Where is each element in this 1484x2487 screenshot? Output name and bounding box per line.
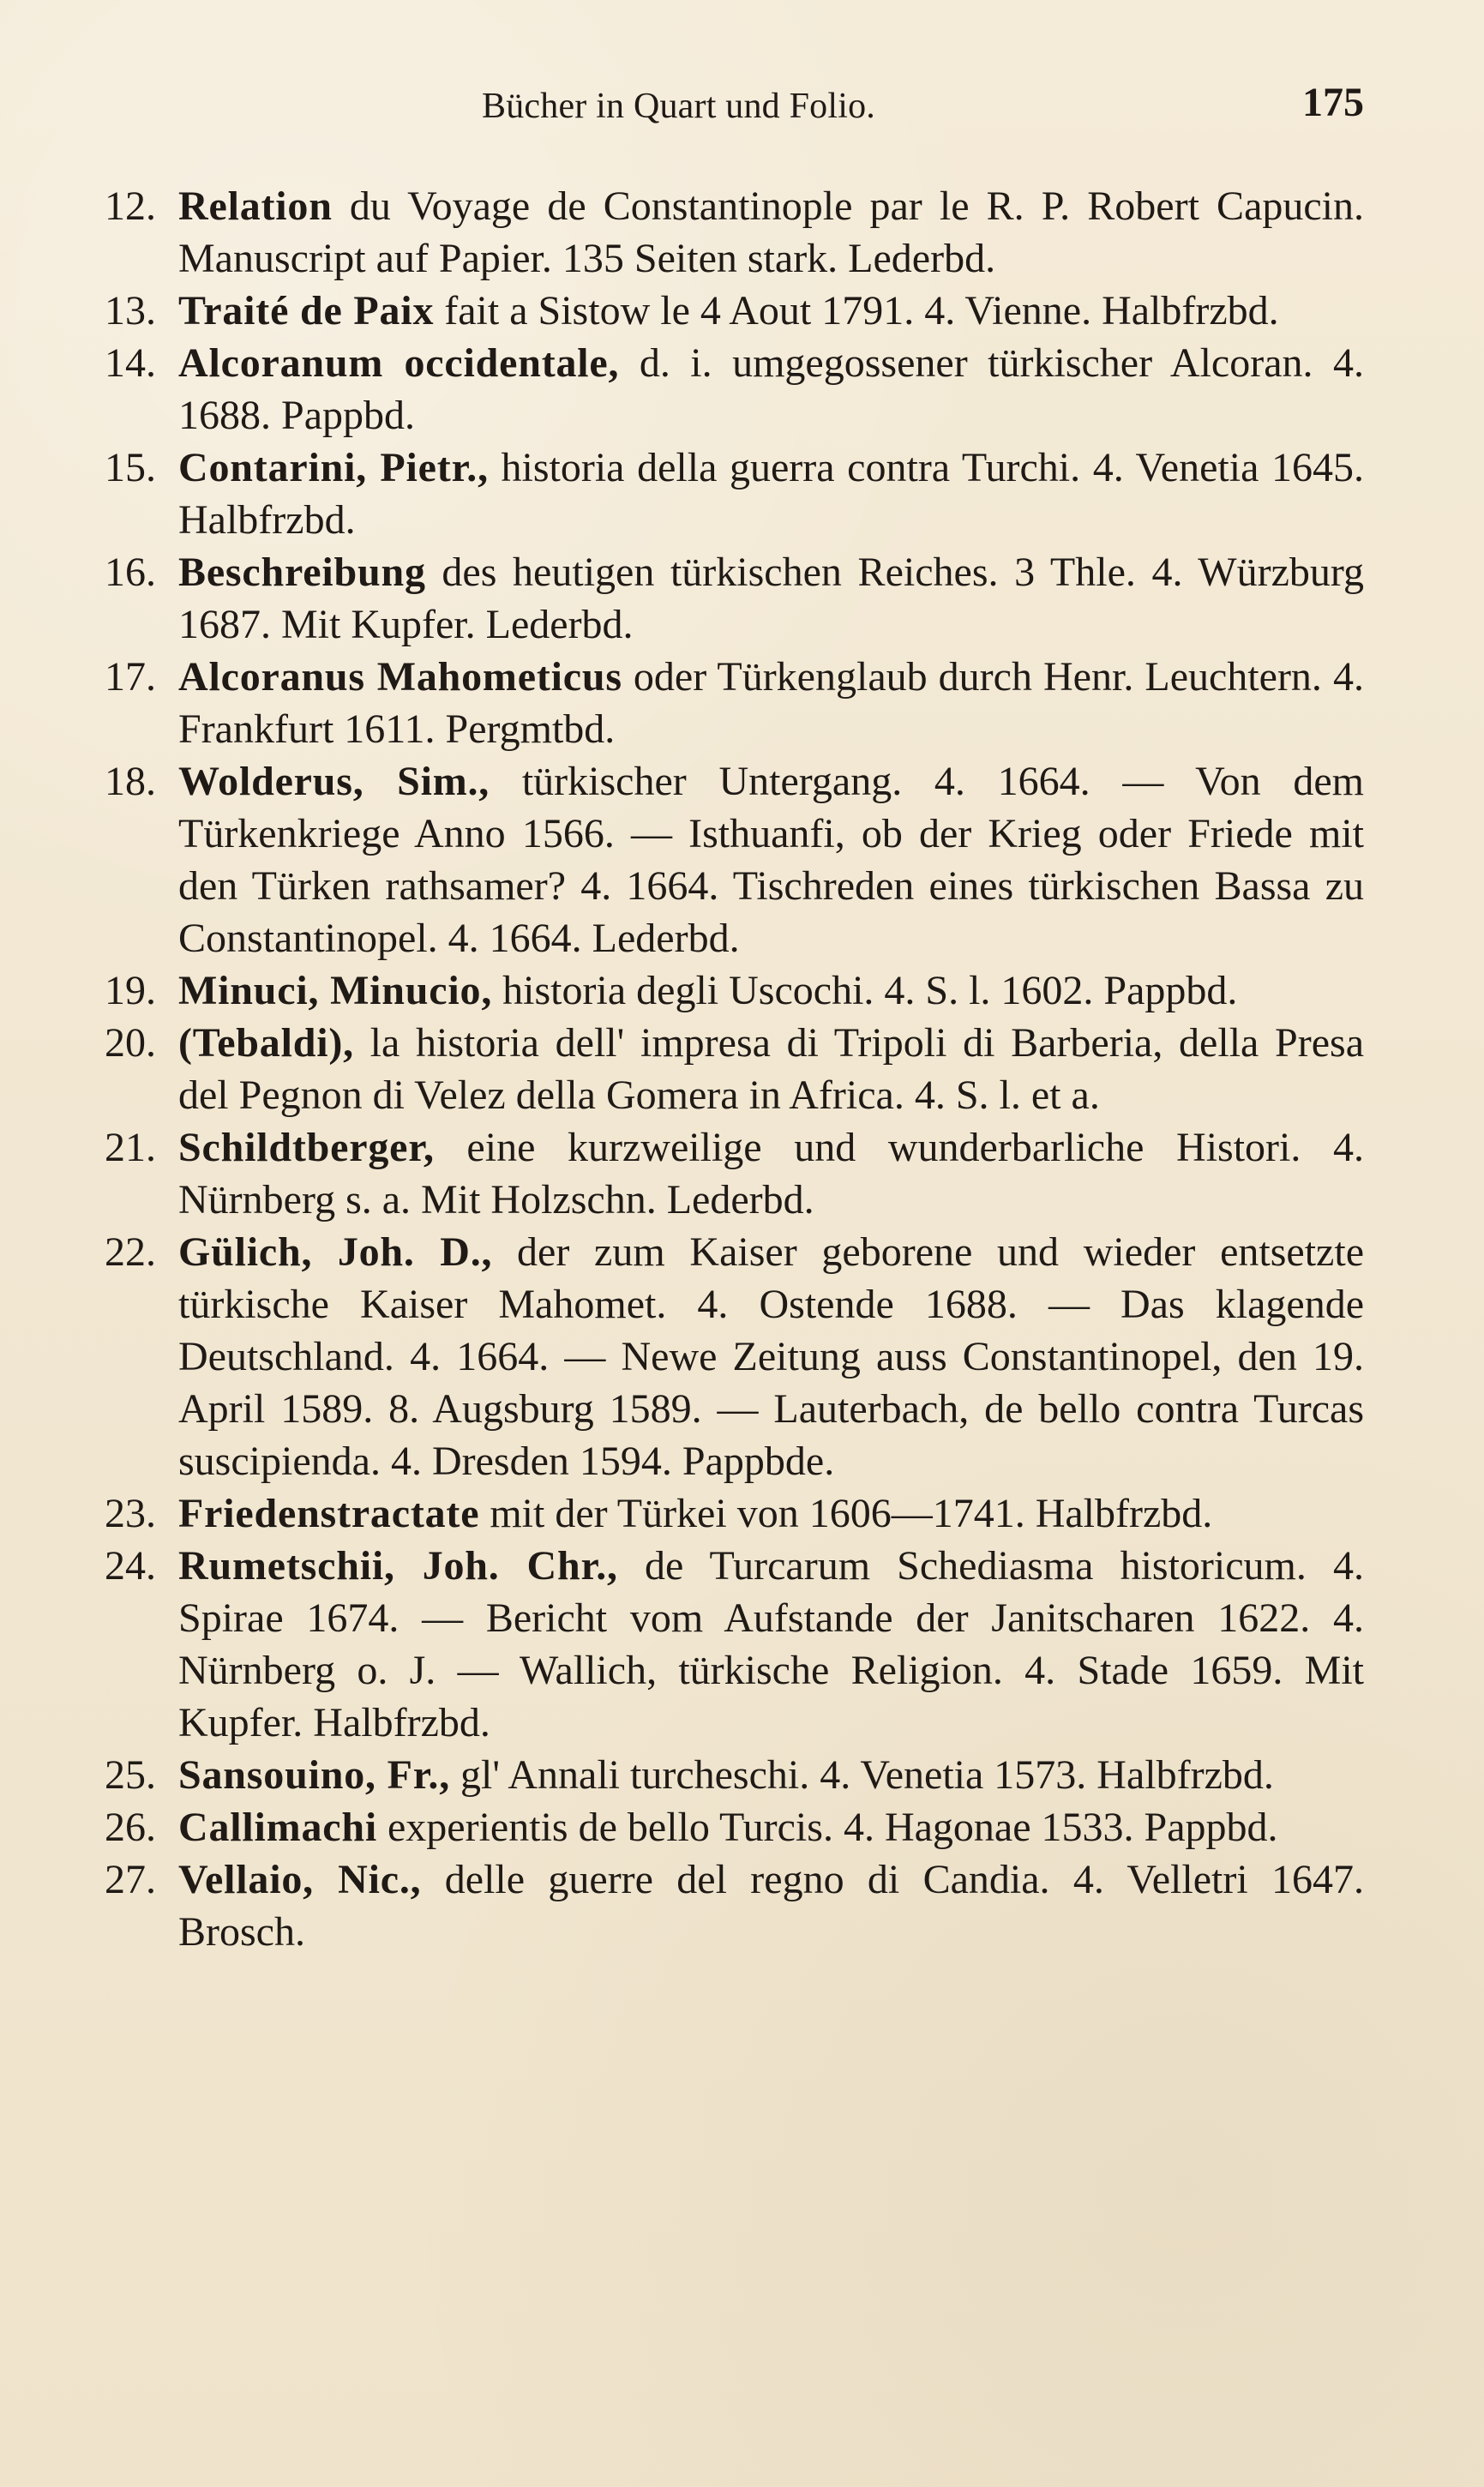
entry-text: der zum Kaiser geborene und wieder entsetzte türkische Kaiser Mahomet. 4. Ostende 1688. — Das klagende Deutschland. 4. 1664. — Newe Zeitung auss Constantinopel, den 19. April 1589. 8. Augsburg 1589. — Lauterbach, de bello contra Turcas suscipienda. 4. Dresden 1594. Pappbde. — [178, 1229, 1364, 1484]
entry-number: 21. — [105, 1125, 156, 1170]
catalog-entry-13 — [82, 285, 1364, 337]
page-number: 175 — [1302, 80, 1364, 125]
entry-heading: Alcoranus Mahometicus — [178, 654, 622, 700]
entry-number: 17. — [105, 654, 156, 700]
entry-heading: Alcoranum occidentale, — [178, 340, 620, 386]
header-title: Bücher in Quart und Folio. — [482, 87, 875, 126]
catalog-entry-26 — [82, 1801, 1364, 1853]
entry-number: 19. — [105, 968, 156, 1013]
entry-number: 15. — [105, 445, 156, 490]
entry-text: du Voyage de Constantinople par le R. P. Robert Capucin. Manuscript auf Papier. 135 Seiten stark. Lederbd. — [178, 183, 1365, 281]
catalog-entry-14 — [82, 337, 1364, 442]
entry-text: mit der Türkei von 1606—1741. Halbfrzbd. — [490, 1491, 1213, 1536]
entry-text: gl' Annali turcheschi. 4. Venetia 1573. Halbfrzbd. — [460, 1752, 1274, 1798]
entry-text: oder Türkenglaub durch Henr. Leuchtern. 4. Frankfurt 1611. Pergmtbd. — [178, 654, 1364, 752]
entry-text: des heutigen türkischen Reiches. 3 Thle. 4. Würzburg 1687. Mit Kupfer. Lederbd. — [178, 550, 1365, 647]
entry-heading: Callimachi — [178, 1805, 377, 1850]
entry-number: 14. — [105, 340, 156, 386]
catalog-entry-21 — [82, 1121, 1364, 1226]
catalog-entry-23 — [82, 1487, 1364, 1540]
entry-number: 16. — [105, 550, 156, 595]
catalog-entry-20 — [82, 1017, 1364, 1121]
entry-text: de Turcarum Schediasma historicum. 4. Spirae 1674. — Bericht vom Aufstande der Janitscharen 1622. 4. Nürnberg o. J. — Wallich, türkische Religion. 4. Stade 1659. Mit Kupfer. Halbfrzbd. — [178, 1543, 1365, 1745]
catalog-entry-12 — [82, 180, 1364, 285]
entry-heading: Wolderus, Sim., — [178, 759, 490, 804]
entry-text: historia della guerra contra Turchi. 4. Venetia 1645. Halbfrzbd. — [178, 445, 1365, 543]
entry-text: delle guerre del regno di Candia. 4. Velletri 1647. Brosch. — [178, 1857, 1365, 1955]
entry-heading: Gülich, Joh. D., — [178, 1229, 493, 1275]
page-header — [82, 79, 1364, 139]
entry-number: 23. — [105, 1491, 156, 1536]
entry-number: 22. — [105, 1229, 156, 1275]
entry-number: 13. — [105, 288, 156, 333]
catalog-entry-22 — [82, 1226, 1364, 1487]
catalog-entry-27 — [82, 1853, 1364, 1958]
entry-number: 27. — [105, 1857, 156, 1902]
catalog-entry-15 — [82, 442, 1364, 546]
entry-heading: Friedenstractate — [178, 1491, 480, 1536]
catalog-entry-25 — [82, 1749, 1364, 1801]
entry-number: 18. — [105, 759, 156, 804]
entry-text: fait a Sistow le 4 Aout 1791. 4. Vienne. Halbfrzbd. — [444, 288, 1279, 333]
entry-text: türkischer Untergang. 4. 1664. — Von dem Türkenkriege Anno 1566. — Isthuanfi, ob der Krieg oder Friede mit den Türken rathsamer? 4. 1664. Tischreden eines türkischen Bassa zu Constantinopel. 4. 1664. Lederbd. — [178, 759, 1365, 961]
entry-heading: (Tebaldi), — [178, 1020, 354, 1066]
entry-text: d. i. umgegossener türkischer Alcoran. 4. 1688. Pappbd. — [178, 340, 1364, 438]
catalog-entry-18 — [82, 755, 1364, 964]
entry-text: la historia dell' impresa di Tripoli di Barberia, della Presa del Pegnon di Velez della Gomera in Africa. 4. S. l. et a. — [178, 1020, 1365, 1118]
entry-heading: Schildtberger, — [178, 1125, 435, 1170]
entry-number: 25. — [105, 1752, 156, 1798]
entry-heading: Rumetschii, Joh. Chr., — [178, 1543, 618, 1589]
catalog-entry-16 — [82, 546, 1364, 651]
entry-heading: Vellaio, Nic., — [178, 1857, 422, 1902]
entry-heading: Relation — [178, 183, 333, 229]
entry-text: eine kurzweilige und wunderbarliche Histori. 4. Nürnberg s. a. Mit Holzschn. Lederbd. — [178, 1125, 1365, 1222]
catalog-entries — [82, 180, 1364, 1958]
entry-number: 12. — [105, 183, 156, 229]
entry-heading: Sansouino, Fr., — [178, 1752, 451, 1798]
catalog-entry-17 — [82, 651, 1364, 755]
entry-heading: Minuci, Minucio, — [178, 968, 493, 1013]
entry-heading: Beschreibung — [178, 550, 426, 595]
entry-number: 24. — [105, 1543, 156, 1589]
entry-text: experientis de bello Turcis. 4. Hagonae 1533. Pappbd. — [388, 1805, 1278, 1850]
entry-number: 20. — [105, 1020, 156, 1066]
catalog-entry-24 — [82, 1540, 1364, 1749]
entry-text: historia degli Uscochi. 4. S. l. 1602. Pappbd. — [502, 968, 1238, 1013]
entry-heading: Traité de Paix — [178, 288, 435, 333]
entry-heading: Contarini, Pietr., — [178, 445, 489, 490]
catalog-entry-19 — [82, 964, 1364, 1017]
entry-number: 26. — [105, 1805, 156, 1850]
